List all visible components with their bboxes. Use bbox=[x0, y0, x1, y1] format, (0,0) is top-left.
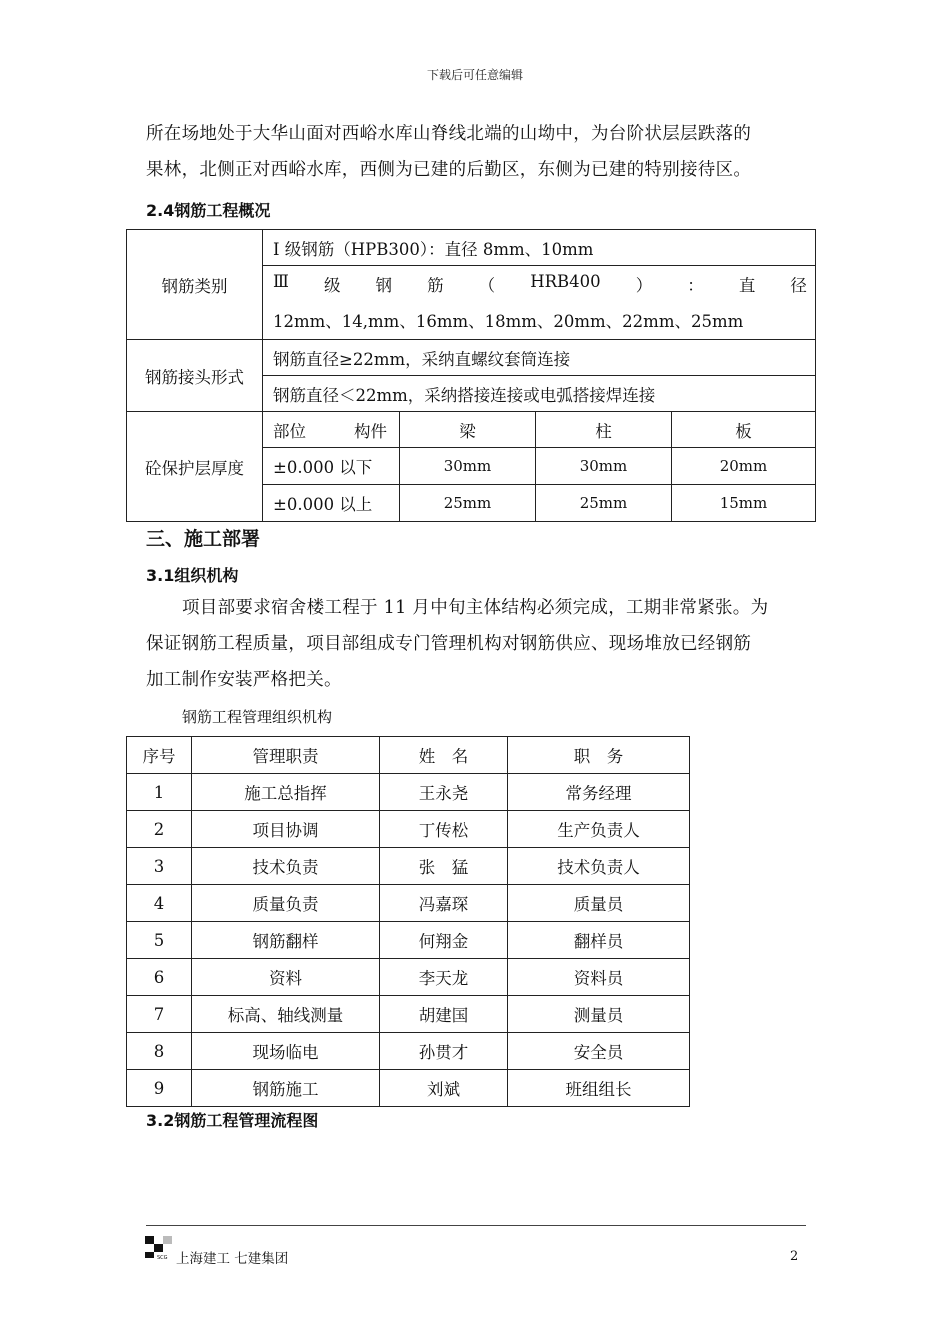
logo-text: SCG bbox=[157, 1255, 168, 1260]
rebar-type-row3: 12mm、14,mm、16mm、18mm、20mm、22mm、25mm bbox=[263, 302, 816, 340]
org-cell: 孙贯才 bbox=[380, 1033, 508, 1070]
page-number: 2 bbox=[790, 1249, 799, 1264]
org-cell: 翻样员 bbox=[508, 922, 690, 959]
cover-row-column: 30mm bbox=[536, 448, 672, 485]
org-line: 项目部要求宿舍楼工程于 11 月中旬主体结构必须完成，工期非常紧张。为 bbox=[182, 598, 769, 618]
section-heading-3-1: 3.1组织机构 bbox=[146, 566, 239, 585]
cover-row-slab: 20mm bbox=[672, 448, 816, 485]
cover-header-beam: 梁 bbox=[400, 412, 536, 448]
org-cell: 8 bbox=[127, 1033, 192, 1070]
org-cell: 现场临电 bbox=[192, 1033, 380, 1070]
word: 直 bbox=[738, 275, 756, 295]
org-header-duty: 管理职责 bbox=[192, 737, 380, 774]
org-cell: 王永尧 bbox=[380, 774, 508, 811]
rebar-type-row2-spread bbox=[273, 272, 815, 296]
org-cell: 3 bbox=[127, 848, 192, 885]
org-structure-table bbox=[126, 736, 690, 1107]
word: 筋 bbox=[427, 275, 444, 295]
org-cell: 刘斌 bbox=[380, 1070, 508, 1107]
cover-header-member: 构件 bbox=[354, 421, 387, 441]
word: ： bbox=[687, 275, 704, 295]
word: Ⅲ bbox=[273, 271, 289, 291]
org-table-caption: 钢筋工程管理组织机构 bbox=[182, 708, 333, 726]
org-cell: 班组组长 bbox=[508, 1070, 690, 1107]
section-heading-3: 三、施工部署 bbox=[146, 528, 261, 550]
word: 级 bbox=[323, 275, 341, 295]
section-heading-2-4: 2.4钢筋工程概况 bbox=[146, 201, 271, 220]
org-cell: 技术负责 bbox=[192, 848, 380, 885]
cover-row-position: ±0.000 以下 bbox=[263, 448, 400, 485]
cover-row-beam: 30mm bbox=[400, 448, 536, 485]
header-note: 下载后可任意编辑 bbox=[426, 68, 523, 82]
org-paragraph bbox=[146, 590, 811, 698]
table-row bbox=[127, 1070, 690, 1107]
org-cell: 冯嘉琛 bbox=[380, 885, 508, 922]
footer-divider bbox=[146, 1225, 806, 1226]
table-row bbox=[127, 774, 690, 811]
org-cell: 资料员 bbox=[508, 959, 690, 996]
org-header-name: 姓 名 bbox=[380, 737, 508, 774]
rebar-type-row1: Ⅰ 级钢筋（HPB300）：直径 8mm、10mm bbox=[263, 230, 816, 266]
section-heading-3-2: 3.2钢筋工程管理流程图 bbox=[146, 1111, 319, 1130]
rebar-joint-label: 钢筋接头形式 bbox=[127, 340, 263, 412]
org-cell: 常务经理 bbox=[508, 774, 690, 811]
table-row bbox=[127, 848, 690, 885]
cover-header-column: 柱 bbox=[536, 412, 672, 448]
cover-header-position bbox=[263, 412, 400, 448]
org-line: 保证钢筋工程质量，项目部组成专门管理机构对钢筋供应、现场堆放已经钢筋 bbox=[146, 634, 752, 654]
cover-row-slab: 15mm bbox=[672, 485, 816, 522]
org-cell: 7 bbox=[127, 996, 192, 1033]
rebar-type-row2 bbox=[263, 266, 816, 302]
org-cell: 5 bbox=[127, 922, 192, 959]
word: ） bbox=[635, 275, 653, 295]
org-cell: 2 bbox=[127, 811, 192, 848]
org-cell: 1 bbox=[127, 774, 192, 811]
scg-logo bbox=[145, 1234, 175, 1260]
org-cell: 钢筋翻样 bbox=[192, 922, 380, 959]
table-row bbox=[127, 1033, 690, 1070]
table-row bbox=[127, 959, 690, 996]
table-row bbox=[127, 811, 690, 848]
org-cell: 胡建国 bbox=[380, 996, 508, 1033]
rebar-type-label: 钢筋类别 bbox=[127, 230, 263, 340]
org-cell: 质量负责 bbox=[192, 885, 380, 922]
org-cell: 张 猛 bbox=[380, 848, 508, 885]
org-cell: 何翔金 bbox=[380, 922, 508, 959]
intro-line: 所在场地处于大华山面对西峪水库山脊线北端的山坳中，为台阶状层层跌落的 bbox=[146, 124, 752, 144]
table-row bbox=[127, 922, 690, 959]
footer-company: 上海建工 七建集团 bbox=[176, 1251, 289, 1267]
cover-thickness-label: 砼保护层厚度 bbox=[127, 412, 263, 522]
org-cell: 项目协调 bbox=[192, 811, 380, 848]
org-cell: 丁传松 bbox=[380, 811, 508, 848]
cover-row-column: 25mm bbox=[536, 485, 672, 522]
table-row bbox=[127, 885, 690, 922]
cover-header-slab: 板 bbox=[672, 412, 816, 448]
word: 径 bbox=[790, 275, 807, 295]
rebar-joint-row1: 钢筋直径≥22mm，采纳直螺纹套筒连接 bbox=[263, 340, 816, 376]
org-line: 加工制作安装严格把关。 bbox=[146, 670, 342, 690]
org-header-title: 职 务 bbox=[508, 737, 690, 774]
rebar-overview-table bbox=[126, 229, 816, 522]
table-row bbox=[127, 996, 690, 1033]
org-cell: 资料 bbox=[192, 959, 380, 996]
rebar-joint-row2: 钢筋直径＜22mm，采纳搭接连接或电弧搭接焊连接 bbox=[263, 376, 816, 412]
cover-header-part: 部位 bbox=[273, 421, 306, 441]
cover-row-position: ±0.000 以上 bbox=[263, 485, 400, 522]
org-cell: 标高、轴线测量 bbox=[192, 996, 380, 1033]
intro-paragraph bbox=[146, 116, 811, 188]
org-cell: 安全员 bbox=[508, 1033, 690, 1070]
org-header-no: 序号 bbox=[127, 737, 192, 774]
org-cell: 李天龙 bbox=[380, 959, 508, 996]
org-cell: 9 bbox=[127, 1070, 192, 1107]
org-cell: 施工总指挥 bbox=[192, 774, 380, 811]
org-cell: 6 bbox=[127, 959, 192, 996]
org-cell: 测量员 bbox=[508, 996, 690, 1033]
org-cell: 生产负责人 bbox=[508, 811, 690, 848]
org-cell: 技术负责人 bbox=[508, 848, 690, 885]
word: HRB400 bbox=[530, 271, 601, 291]
intro-line: 果林，北侧正对西峪水库，西侧为已建的后勤区，东侧为已建的特别接待区。 bbox=[146, 160, 752, 180]
org-cell: 钢筋施工 bbox=[192, 1070, 380, 1107]
word: （ bbox=[478, 275, 496, 295]
cover-row-beam: 25mm bbox=[400, 485, 536, 522]
word: 钢 bbox=[375, 275, 393, 295]
org-cell: 4 bbox=[127, 885, 192, 922]
org-cell: 质量员 bbox=[508, 885, 690, 922]
